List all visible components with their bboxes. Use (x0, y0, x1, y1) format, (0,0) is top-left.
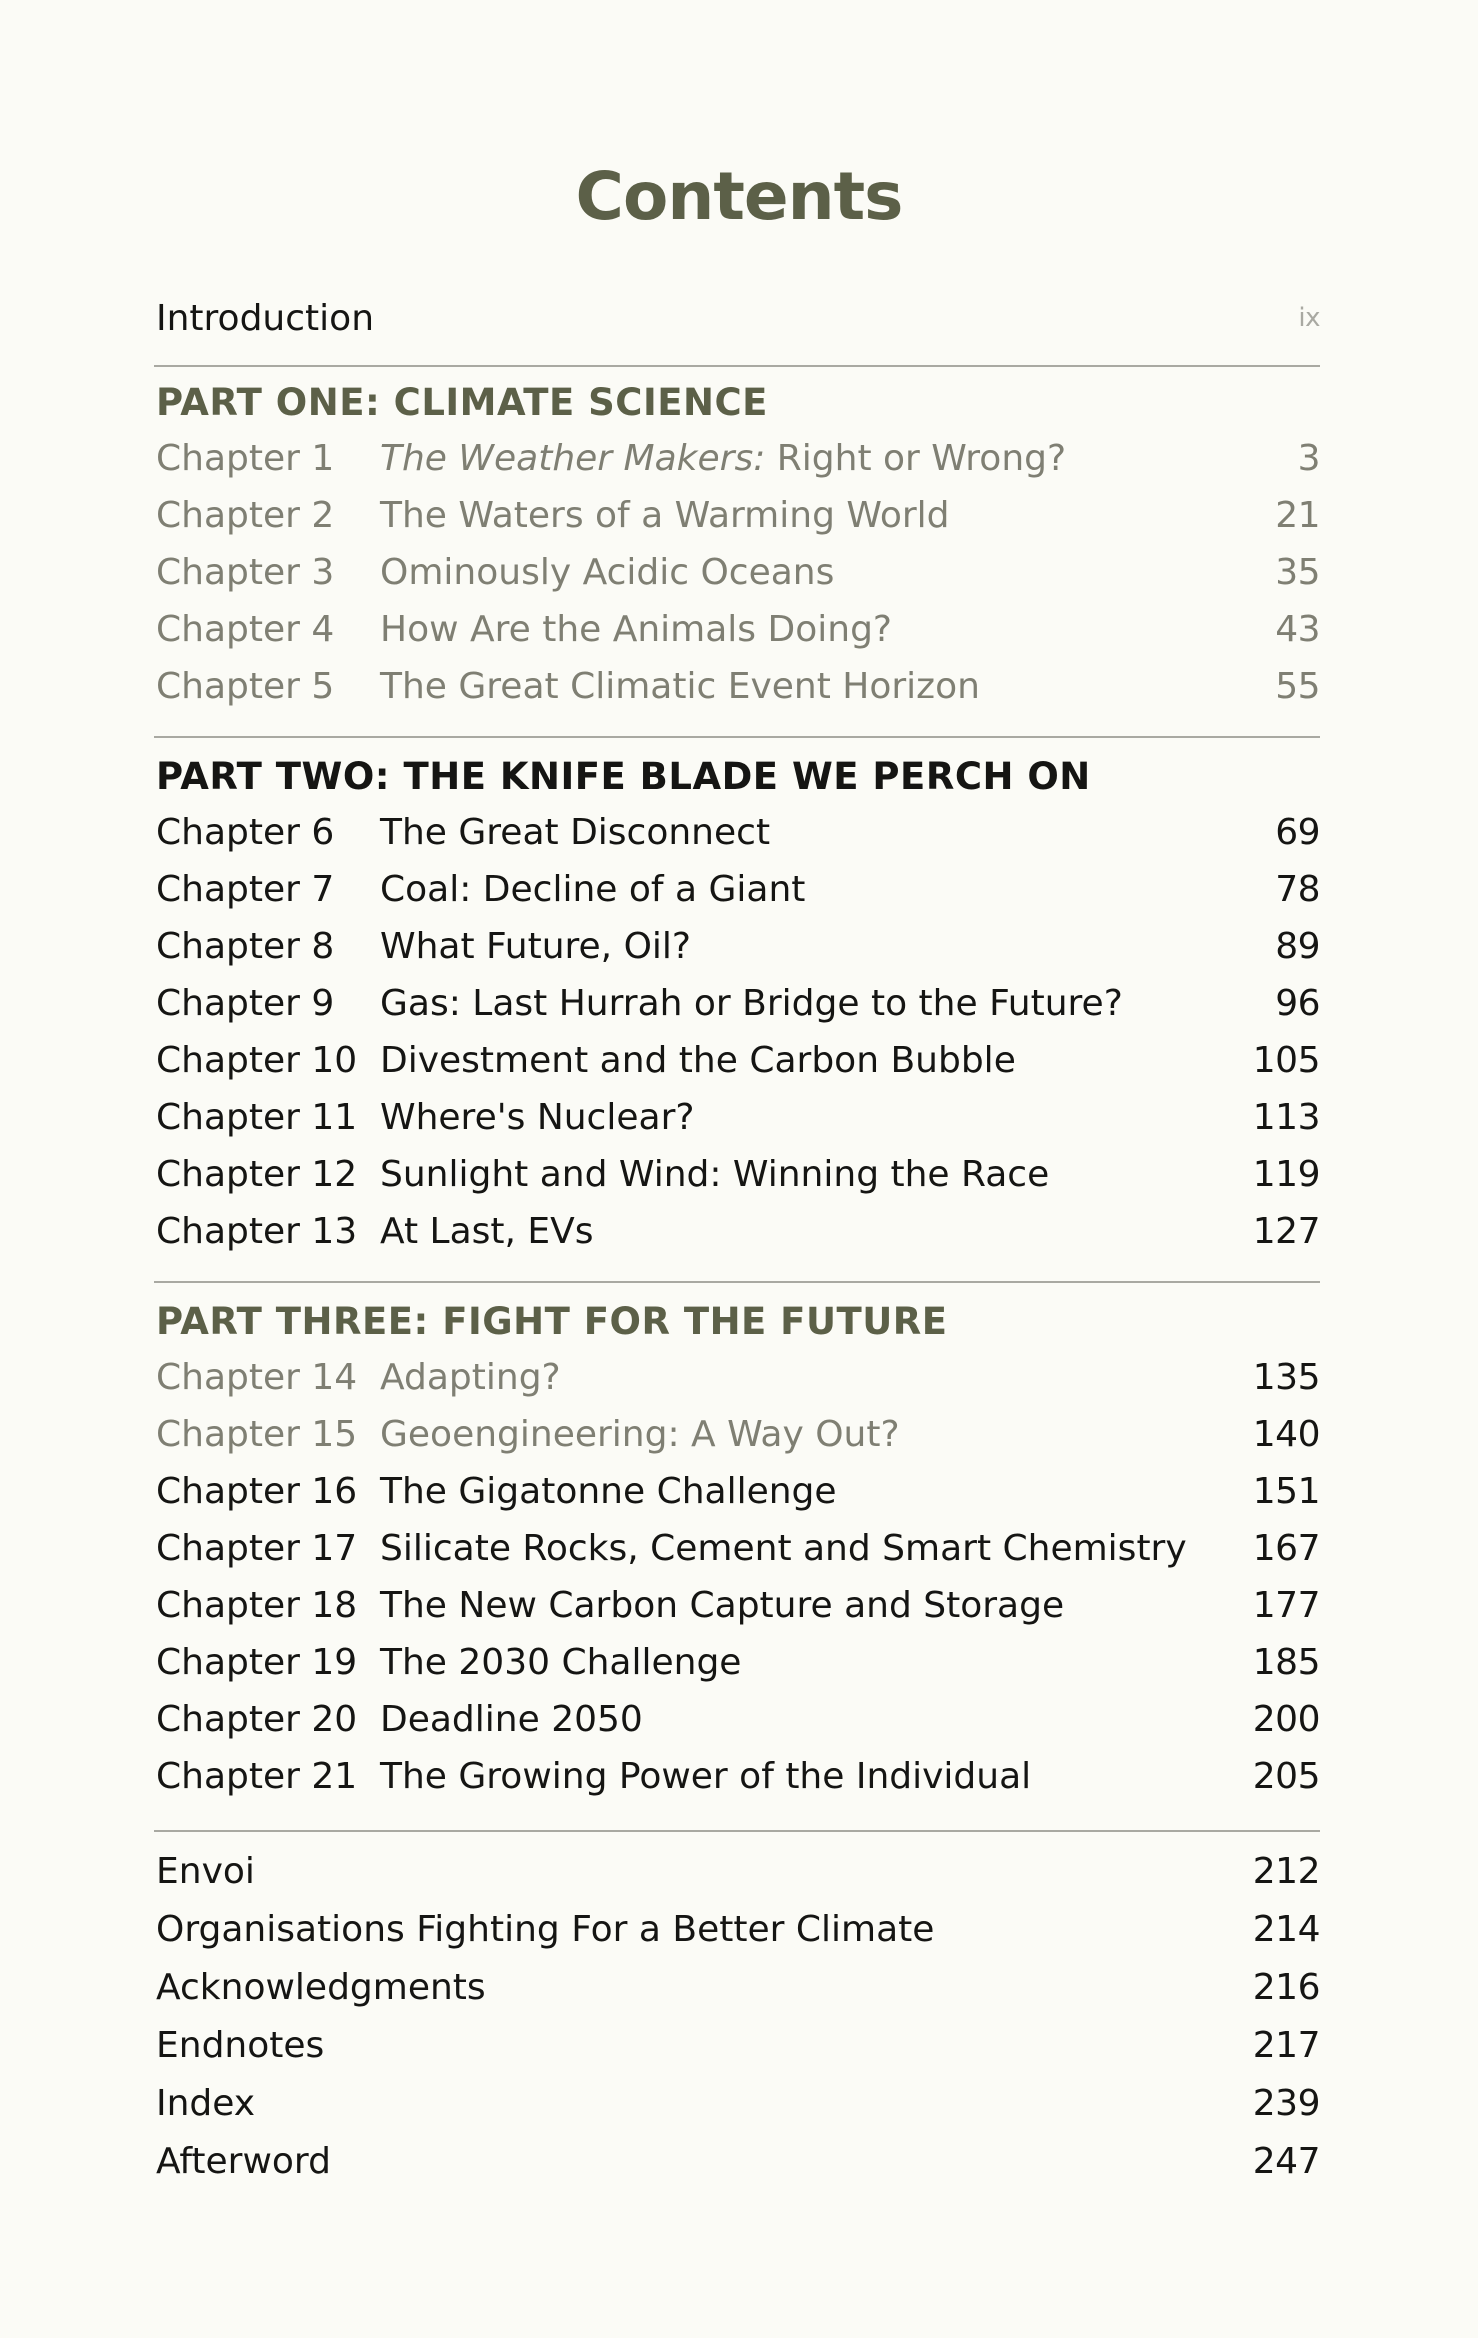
chapter-number: Chapter 20 (156, 1699, 358, 1740)
chapter-title: At Last, EVs (380, 1211, 594, 1252)
chapter-title: Adapting? (380, 1357, 561, 1398)
toc-entry-afterword[interactable] (148, 2133, 1320, 2190)
toc-entry-acknowledgments[interactable] (148, 1959, 1320, 2016)
chapter-title: The Growing Power of the Individual (380, 1756, 1032, 1797)
entry-page: 247 (1252, 2141, 1320, 2182)
chapter-page: 185 (1252, 1642, 1320, 1683)
chapter-number: Chapter 8 (156, 926, 335, 967)
chapter-number: Chapter 12 (156, 1154, 358, 1195)
entry-page: ix (1298, 303, 1320, 333)
chapter-title: Geoengineering: A Way Out? (380, 1414, 900, 1455)
chapter-page: 3 (1297, 438, 1320, 479)
chapter-title-italic: The Weather Makers: (380, 438, 766, 479)
chapter-title: Divestment and the Carbon Bubble (380, 1040, 1016, 1081)
toc-entry-chapter-20[interactable] (148, 1691, 1320, 1748)
entry-page: 216 (1252, 1967, 1320, 2008)
entry-title: Envoi (156, 1851, 255, 1892)
page-title: Contents (575, 158, 903, 235)
chapter-page: 140 (1252, 1414, 1320, 1455)
chapter-number: Chapter 3 (156, 552, 335, 593)
chapter-page: 21 (1275, 495, 1320, 536)
toc-entry-chapter-5[interactable] (148, 658, 1320, 715)
entry-page: 214 (1252, 1909, 1320, 1950)
chapter-page: 78 (1275, 869, 1320, 910)
chapter-title-rest: Right or Wrong? (765, 438, 1067, 479)
chapter-number: Chapter 2 (156, 495, 335, 536)
chapter-number: Chapter 4 (156, 609, 335, 650)
entry-page: 217 (1252, 2025, 1320, 2066)
chapter-title (380, 430, 1066, 487)
chapter-title: Sunlight and Wind: Winning the Race (380, 1154, 1050, 1195)
toc-entry-chapter-19[interactable] (148, 1634, 1320, 1691)
entry-title: Afterword (156, 2141, 331, 2182)
toc-entry-chapter-16[interactable] (148, 1463, 1320, 1520)
chapter-page: 167 (1252, 1528, 1320, 1569)
entry-page: 239 (1252, 2083, 1320, 2124)
chapter-page: 35 (1275, 552, 1320, 593)
chapter-page: 96 (1275, 983, 1320, 1024)
chapter-number: Chapter 10 (156, 1040, 358, 1081)
chapter-title: Gas: Last Hurrah or Bridge to the Future? (380, 983, 1123, 1024)
chapter-number: Chapter 7 (156, 869, 335, 910)
toc-entry-chapter-18[interactable] (148, 1577, 1320, 1634)
toc-entry-chapter-7[interactable] (148, 861, 1320, 918)
toc-entry-introduction[interactable] (148, 290, 1320, 347)
entry-title: Introduction (156, 298, 375, 339)
chapter-page: 113 (1252, 1097, 1320, 1138)
chapter-page: 200 (1252, 1699, 1320, 1740)
toc-entry-chapter-8[interactable] (148, 918, 1320, 975)
chapter-title: The Gigatonne Challenge (380, 1471, 837, 1512)
part-heading: PART THREE: FIGHT FOR THE FUTURE (156, 1300, 948, 1343)
chapter-number: Chapter 16 (156, 1471, 358, 1512)
chapter-title: The Great Climatic Event Horizon (380, 666, 980, 707)
toc-entry-endnotes[interactable] (148, 2017, 1320, 2074)
toc-entry-organisations[interactable] (148, 1901, 1320, 1958)
toc-entry-chapter-6[interactable] (148, 804, 1320, 861)
toc-entry-index[interactable] (148, 2075, 1320, 2132)
chapter-page: 205 (1252, 1756, 1320, 1797)
chapter-page: 177 (1252, 1585, 1320, 1626)
toc-entry-chapter-12[interactable] (148, 1146, 1320, 1203)
chapter-page: 135 (1252, 1357, 1320, 1398)
part-heading: PART ONE: CLIMATE SCIENCE (156, 381, 768, 424)
divider (154, 365, 1320, 367)
entry-title: Organisations Fighting For a Better Climate (156, 1909, 935, 1950)
chapter-number: Chapter 19 (156, 1642, 358, 1683)
chapter-title: Coal: Decline of a Giant (380, 869, 806, 910)
chapter-number: Chapter 17 (156, 1528, 358, 1569)
chapter-number: Chapter 9 (156, 983, 335, 1024)
toc-entry-chapter-4[interactable] (148, 601, 1320, 658)
chapter-number: Chapter 11 (156, 1097, 358, 1138)
chapter-title: Deadline 2050 (380, 1699, 643, 1740)
toc-entry-chapter-11[interactable] (148, 1089, 1320, 1146)
entry-title: Acknowledgments (156, 1967, 486, 2008)
chapter-title: How Are the Animals Doing? (380, 609, 893, 650)
chapter-page: 105 (1252, 1040, 1320, 1081)
toc-entry-chapter-15[interactable] (148, 1406, 1320, 1463)
toc-entry-envoi[interactable] (148, 1843, 1320, 1900)
toc-entry-chapter-13[interactable] (148, 1203, 1320, 1260)
chapter-number: Chapter 15 (156, 1414, 358, 1455)
chapter-number: Chapter 18 (156, 1585, 358, 1626)
chapter-page: 89 (1275, 926, 1320, 967)
toc-entry-chapter-2[interactable] (148, 487, 1320, 544)
toc-entry-chapter-21[interactable] (148, 1748, 1320, 1805)
entry-page: 212 (1252, 1851, 1320, 1892)
chapter-page: 151 (1252, 1471, 1320, 1512)
toc-entry-chapter-1[interactable] (148, 430, 1320, 487)
chapter-title: Silicate Rocks, Cement and Smart Chemistry (380, 1528, 1187, 1569)
chapter-number: Chapter 21 (156, 1756, 358, 1797)
divider (154, 1281, 1320, 1283)
chapter-title: What Future, Oil? (380, 926, 692, 967)
toc-entry-chapter-10[interactable] (148, 1032, 1320, 1089)
toc-entry-chapter-17[interactable] (148, 1520, 1320, 1577)
chapter-title: Ominously Acidic Oceans (380, 552, 835, 593)
toc-entry-chapter-14[interactable] (148, 1349, 1320, 1406)
chapter-number: Chapter 1 (156, 438, 335, 479)
chapter-page: 69 (1275, 812, 1320, 853)
toc-entry-chapter-3[interactable] (148, 544, 1320, 601)
part-heading: PART TWO: THE KNIFE BLADE WE PERCH ON (156, 755, 1091, 798)
chapter-title: Where's Nuclear? (380, 1097, 695, 1138)
chapter-page: 119 (1252, 1154, 1320, 1195)
divider (154, 736, 1320, 738)
chapter-number: Chapter 6 (156, 812, 335, 853)
chapter-page: 127 (1252, 1211, 1320, 1252)
chapter-title: The 2030 Challenge (380, 1642, 742, 1683)
entry-title: Endnotes (156, 2025, 325, 2066)
chapter-title: The Great Disconnect (380, 812, 771, 853)
chapter-page: 55 (1275, 666, 1320, 707)
chapter-number: Chapter 14 (156, 1357, 358, 1398)
divider (154, 1830, 1320, 1832)
chapter-title: The New Carbon Capture and Storage (380, 1585, 1065, 1626)
chapter-title: The Waters of a Warming World (380, 495, 950, 536)
toc-entry-chapter-9[interactable] (148, 975, 1320, 1032)
chapter-page: 43 (1275, 609, 1320, 650)
chapter-number: Chapter 13 (156, 1211, 358, 1252)
entry-title: Index (156, 2083, 256, 2124)
chapter-number: Chapter 5 (156, 666, 335, 707)
